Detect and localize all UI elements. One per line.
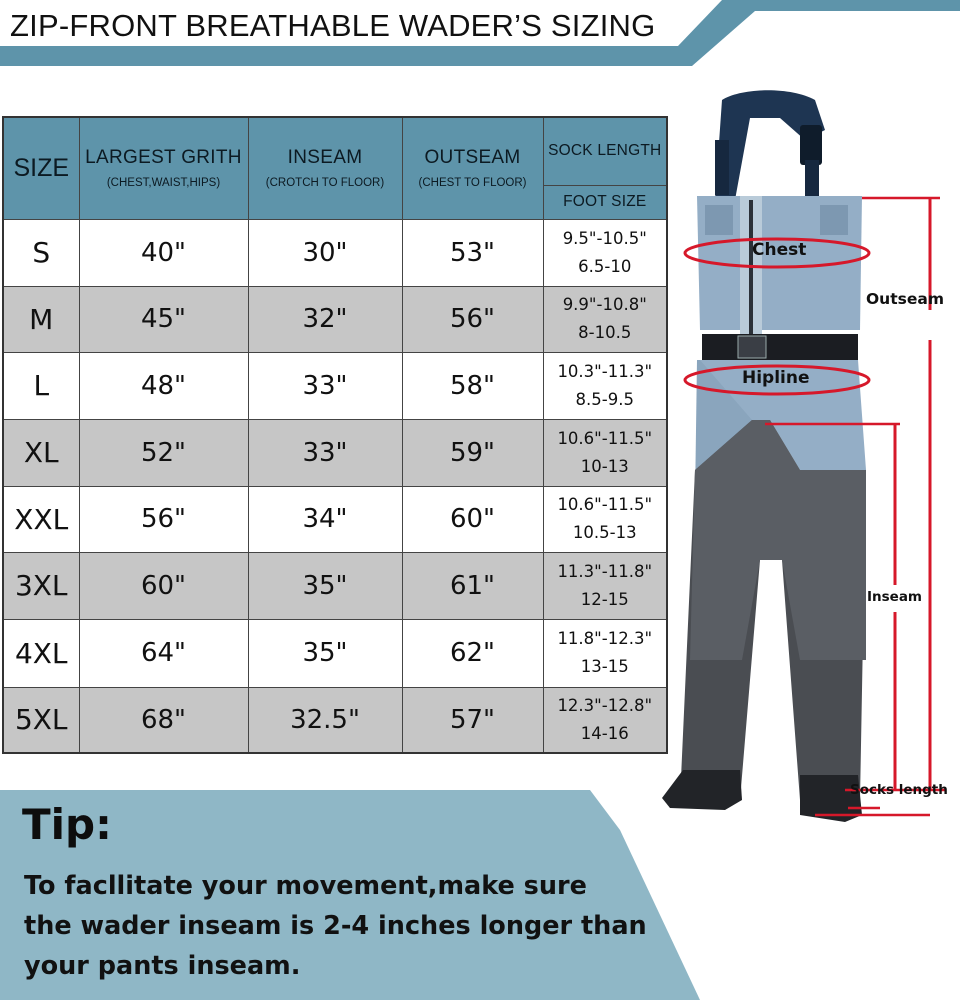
header-foot-size: FOOT SIZE xyxy=(543,185,667,219)
cell-inseam: 34" xyxy=(248,486,402,552)
cell-outseam: 59" xyxy=(402,419,543,486)
cell-inseam: 30" xyxy=(248,219,402,286)
table-row xyxy=(3,352,667,419)
cell-girth: 60" xyxy=(79,552,248,619)
tip-title: Tip: xyxy=(22,800,112,849)
table-row xyxy=(3,419,667,486)
cell-size: S xyxy=(3,219,79,286)
sock-length-value: 11.3"-11.8" xyxy=(557,561,653,581)
cell-inseam: 32" xyxy=(248,286,402,352)
cell-size: M xyxy=(3,286,79,352)
wader-illustration xyxy=(640,80,960,830)
cell-inseam: 35" xyxy=(248,552,402,619)
cell-outseam: 56" xyxy=(402,286,543,352)
label-outseam: Outseam xyxy=(866,290,944,308)
cell-size: XL xyxy=(3,419,79,486)
table-row xyxy=(3,486,667,552)
cell-girth: 56" xyxy=(79,486,248,552)
tip-line: To facllitate your movement,make sure xyxy=(24,871,587,901)
label-inseam: Inseam xyxy=(867,589,923,605)
foot-size-value: 10-13 xyxy=(580,456,629,476)
cell-girth: 40" xyxy=(79,219,248,286)
page-title: ZIP-FRONT BREATHABLE WADER’S SIZING xyxy=(10,8,656,43)
cell-girth: 48" xyxy=(79,352,248,419)
cell-size: 4XL xyxy=(3,619,79,687)
cell-inseam: 33" xyxy=(248,352,402,419)
cell-size: L xyxy=(3,352,79,419)
foot-size-value: 14-16 xyxy=(580,723,629,743)
size-chart-table xyxy=(2,116,668,754)
foot-size-value: 6.5-10 xyxy=(578,256,632,276)
sock-length-value: 11.8"-12.3" xyxy=(557,629,653,648)
cell-outseam: 61" xyxy=(402,552,543,619)
table-body xyxy=(3,219,667,753)
cell-outseam: 58" xyxy=(402,352,543,419)
cell-outseam: 62" xyxy=(402,619,543,687)
tip-text xyxy=(24,866,724,986)
cell-inseam: 32.5" xyxy=(248,687,402,753)
foot-size-value: 12-15 xyxy=(580,589,629,609)
cell-size: 3XL xyxy=(3,552,79,619)
sock-length-value: 10.6"-11.5" xyxy=(557,495,653,514)
header-size: SIZE xyxy=(3,117,79,219)
cell-outseam: 57" xyxy=(402,687,543,753)
header-inseam: INSEAM (CROTCH TO FLOOR) xyxy=(248,117,402,219)
cell-outseam: 53" xyxy=(402,219,543,286)
label-chest: Chest xyxy=(752,240,807,260)
header-outseam: OUTSEAM (CHEST TO FLOOR) xyxy=(402,117,543,219)
table-row xyxy=(3,619,667,687)
foot-size-value: 13-15 xyxy=(580,657,629,676)
sock-length-value: 10.3"-11.3" xyxy=(557,361,653,381)
cell-girth: 45" xyxy=(79,286,248,352)
label-socks-length: Socks length xyxy=(850,782,948,798)
cell-girth: 52" xyxy=(79,419,248,486)
header-sock-length: SOCK LENGTH xyxy=(543,117,667,185)
foot-size-value: 8.5-9.5 xyxy=(575,389,634,409)
cell-size: XXL xyxy=(3,486,79,552)
sock-length-value: 9.5"-10.5" xyxy=(562,228,647,248)
sock-length-value: 12.3"-12.8" xyxy=(557,695,653,715)
cell-outseam: 60" xyxy=(402,486,543,552)
tip-line: your pants inseam. xyxy=(24,951,301,981)
cell-inseam: 35" xyxy=(248,619,402,687)
tip-line: the wader inseam is 2-4 inches longer than xyxy=(24,911,647,941)
label-hipline: Hipline xyxy=(742,368,810,388)
foot-size-value: 10.5-13 xyxy=(572,523,637,542)
sock-length-value: 9.9"-10.8" xyxy=(562,295,647,314)
cell-girth: 64" xyxy=(79,619,248,687)
table-row xyxy=(3,687,667,753)
foot-size-value: 8-10.5 xyxy=(578,323,632,342)
table-row xyxy=(3,552,667,619)
cell-size: 5XL xyxy=(3,687,79,753)
table-row xyxy=(3,219,667,286)
header-girth: LARGEST GRITH (CHEST,WAIST,HIPS) xyxy=(79,117,248,219)
cell-inseam: 33" xyxy=(248,419,402,486)
title-banner xyxy=(0,0,960,66)
belt xyxy=(702,334,858,360)
cell-girth: 68" xyxy=(79,687,248,753)
table-row xyxy=(3,286,667,352)
table-header-row xyxy=(3,117,667,185)
sock-length-value: 10.6"-11.5" xyxy=(557,428,653,448)
